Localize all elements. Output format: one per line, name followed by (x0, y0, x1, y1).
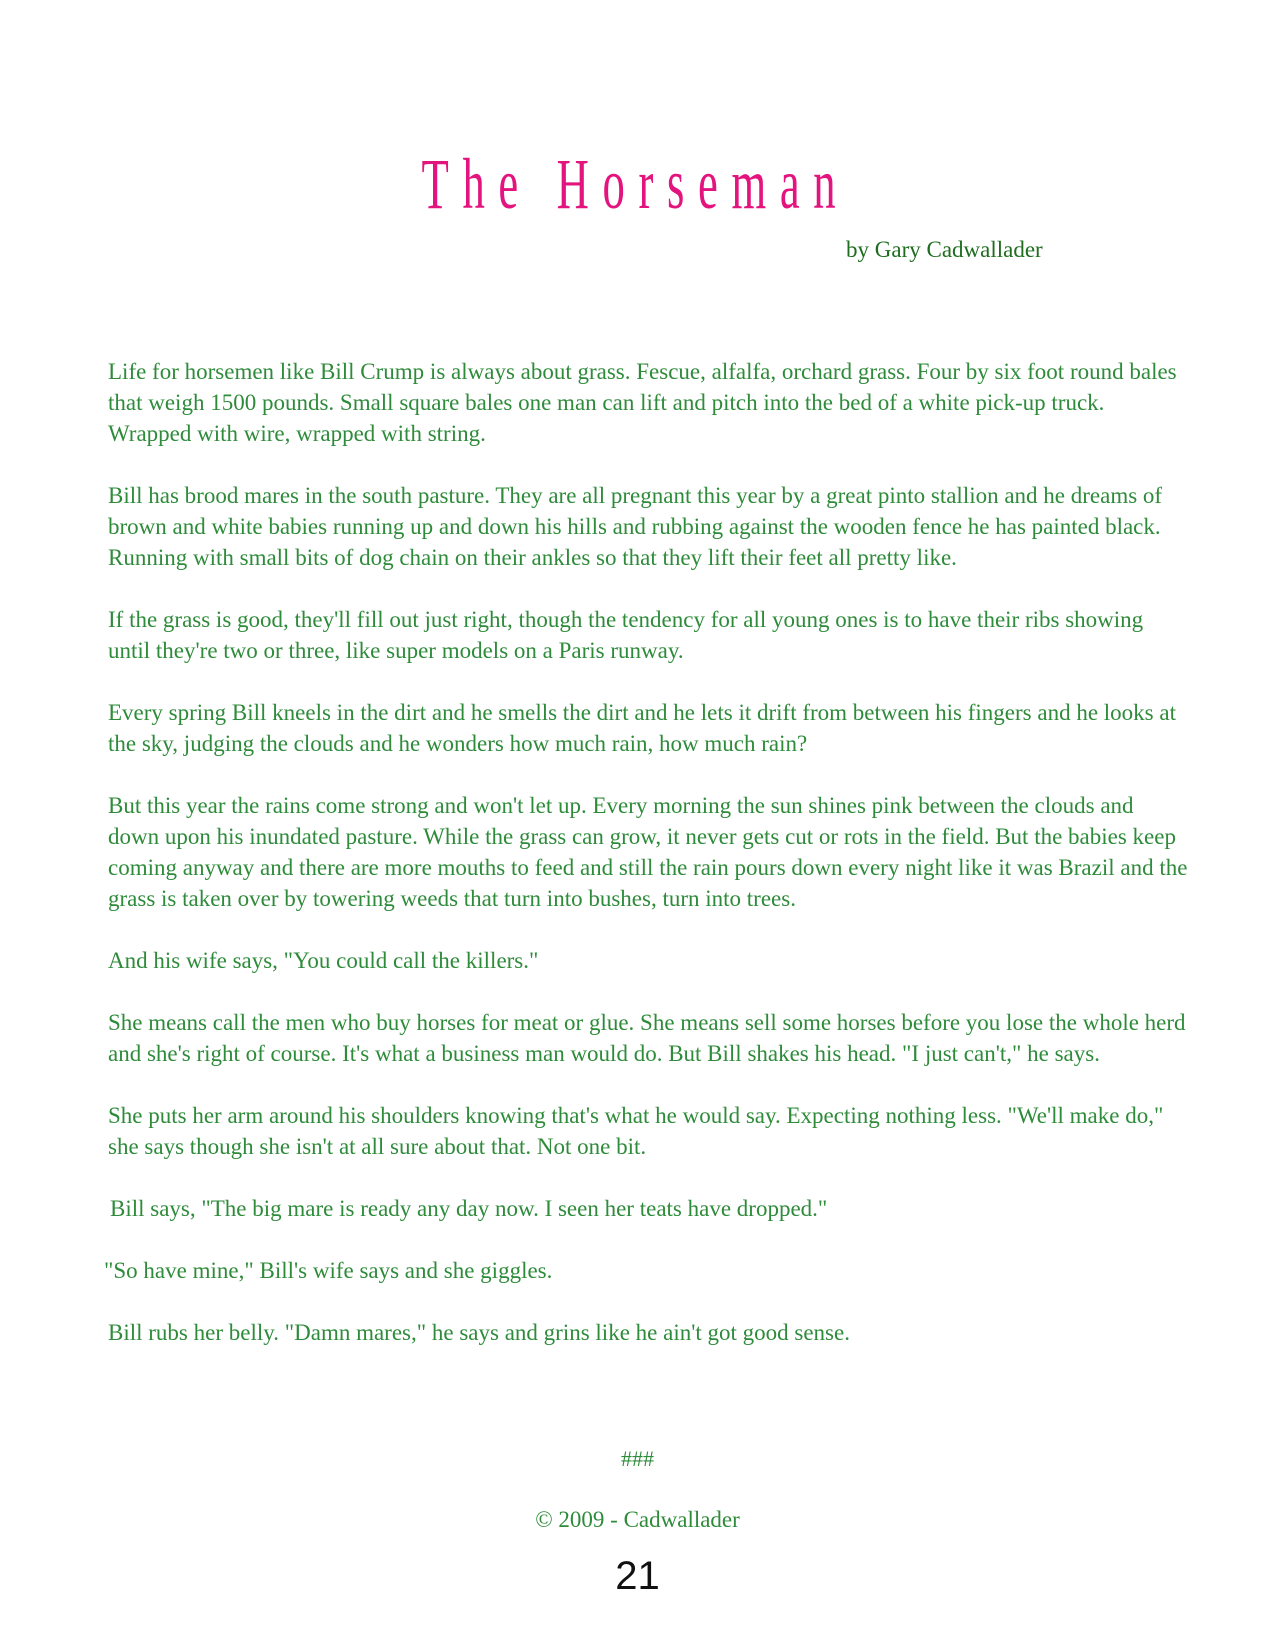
paragraph: Bill rubs her belly. "Damn mares," he says and grins like he ain't got good sense. (108, 1320, 850, 1345)
story-title: The Horseman (421, 144, 850, 224)
page-number: 21 (615, 1554, 660, 1598)
story-body (104, 356, 1188, 1379)
author-byline: by Gary Cadwallader (846, 237, 1043, 262)
paragraph: Every spring Bill kneels in the dirt and he smells the dirt and he lets it drift from between his fingers and he looks at the sky, judging the clouds and he wonders how much rain, how much rain? (108, 700, 1176, 756)
paragraph: Bill says, "The big mare is ready any day now. I seen her teats have dropped." (110, 1196, 828, 1221)
paragraph: Bill has brood mares in the south pasture. They are all pregnant this year by a great pinto stallion and he dreams of brown and white babies running up and down his hills and rubbing against the wooden fence he has painted black. Running with small bits of dog chain on their ankles so that they lift their feet all pretty like. (108, 483, 1163, 570)
copyright-notice: © 2009 - Cadwallader (535, 1507, 740, 1532)
section-divider: ### (621, 1446, 654, 1471)
paragraph: "So have mine," Bill's wife says and she giggles. (104, 1258, 553, 1283)
paragraph: She means call the men who buy horses for meat or glue. She means sell some horses before you lose the whole herd and she's right of course. It's what a business man would do. But Bill shakes his head. "I just can't," he says. (108, 1010, 1186, 1066)
paragraph: She puts her arm around his shoulders knowing that's what he would say. Expecting nothing less. "We'll make do," she says though she isn't at all sure about that. Not one bit. (108, 1103, 1164, 1159)
paragraph: And his wife says, "You could call the killers." (108, 948, 539, 973)
paragraph: If the grass is good, they'll fill out just right, though the tendency for all young ones is to have their ribs showing until they're two or three, like super models on a Paris runway. (108, 607, 1144, 663)
paragraph: But this year the rains come strong and won't let up. Every morning the sun shines pink between the clouds and down upon his inundated pasture. While the grass can grow, it never gets cut or rots in the field. But the babies keep coming anyway and there are more mouths to feed and still the rain pours down every night like it was Brazil and the grass is taken over by towering weeds that turn into bushes, turn into trees. (108, 793, 1188, 911)
paragraph: Life for horsemen like Bill Crump is always about grass. Fescue, alfalfa, orchard grass. Four by six foot round bales that weigh 1500 pounds. Small square bales one man can lift and pitch into the bed of a white pick-up truck. Wrapped with wire, wrapped with string. (108, 359, 1177, 446)
